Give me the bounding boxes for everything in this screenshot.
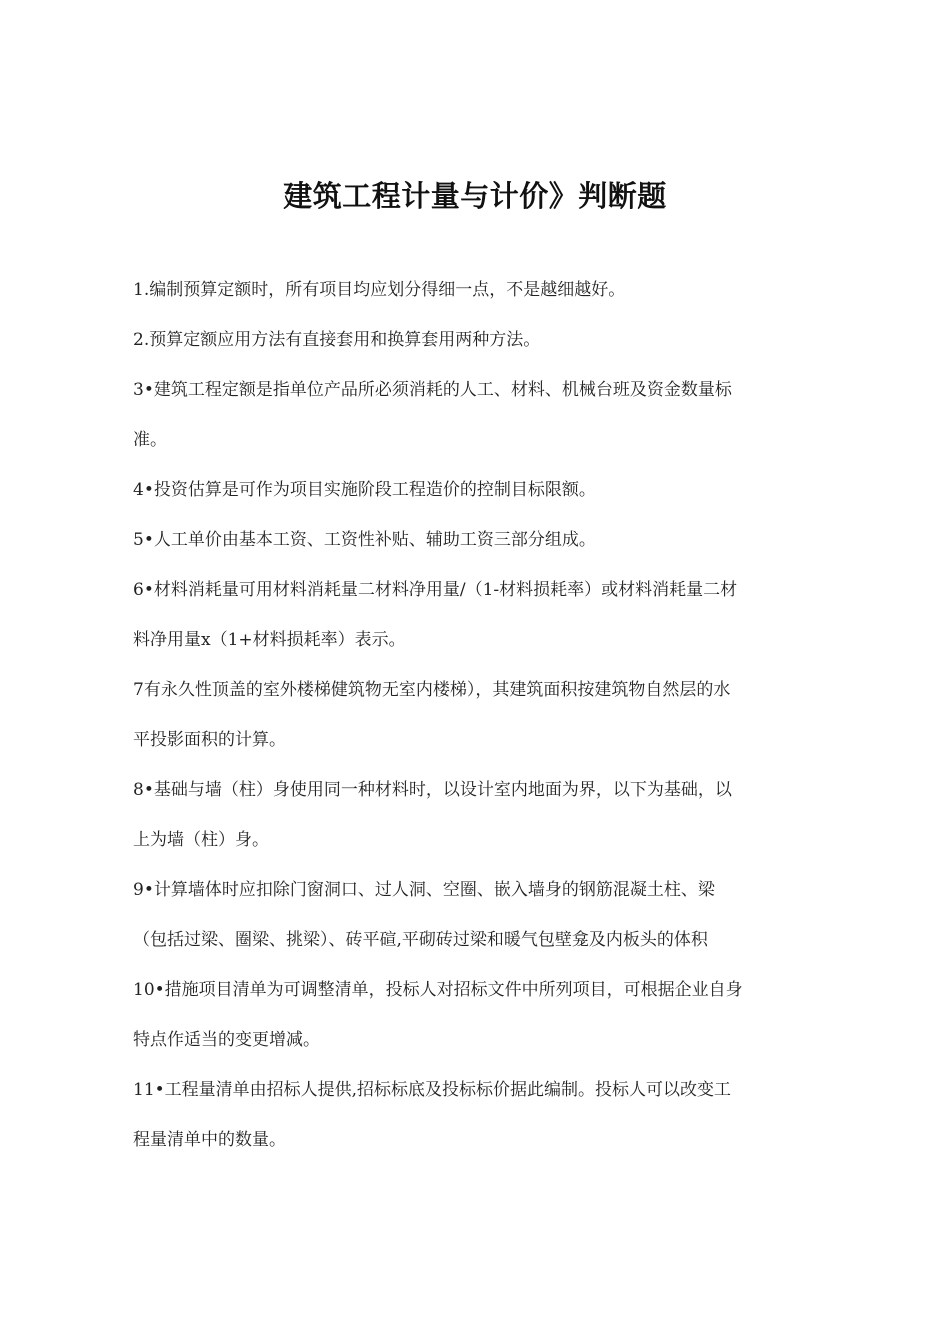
text-line-12: 上为墙（柱）身。 bbox=[133, 830, 269, 850]
text-line-8: 料净用量x（1+材料损耗率）表示。 bbox=[133, 630, 406, 650]
text-line-1: 1.编制预算定额时，所有项目均应划分得细一点，不是越细越好。 bbox=[133, 280, 626, 300]
text-line-6: 5•人工单价由基本工资、工资性补贴、辅助工资三部分组成。 bbox=[133, 530, 596, 550]
text-line-4: 准。 bbox=[133, 430, 167, 450]
text-line-9: 7有永久性顶盖的室外楼梯健筑物无室内楼梯），其建筑面积按建筑物自然层的水 bbox=[133, 680, 731, 700]
document-title: 建筑工程计量与计价》判断题 bbox=[283, 179, 667, 213]
text-line-2: 2.预算定额应用方法有直接套用和换算套用两种方法。 bbox=[133, 330, 541, 350]
text-line-18: 程量清单中的数量。 bbox=[133, 1130, 286, 1150]
text-line-3: 3•建筑工程定额是指单位产品所必须消耗的人工、材料、机械台班及资金数量标 bbox=[133, 380, 732, 400]
text-line-5: 4•投资估算是可作为项目实施阶段工程造价的控制目标限额。 bbox=[133, 480, 596, 500]
text-line-7: 6•材料消耗量可用材料消耗量二材料净用量/（1-材料损耗率）或材料消耗量二材 bbox=[133, 580, 738, 600]
text-line-11: 8•基础与墙（柱）身使用同一种材料时，以设计室内地面为界，以下为基础，以 bbox=[133, 780, 732, 800]
text-line-15: 10•措施项目清单为可调整清单，投标人对招标文件中所列项目，可根据企业自身 bbox=[133, 980, 743, 1000]
text-line-16: 特点作适当的变更增减。 bbox=[133, 1030, 320, 1050]
text-line-10: 平投影面积的计算。 bbox=[133, 730, 286, 750]
text-line-17: 11•工程量清单由招标人提供,招标标底及投标标价据此编制。投标人可以改变工 bbox=[133, 1080, 732, 1100]
document-body bbox=[133, 270, 833, 1170]
text-line-14: （包括过梁、圈梁、挑梁）、砖平碹,平砌砖过梁和暖气包壁龛及内板头的体积 bbox=[133, 930, 708, 950]
text-line-13: 9•计算墙体时应扣除门窗洞口、过人洞、空圈、嵌入墙身的钢筋混凝土柱、梁 bbox=[133, 880, 715, 900]
